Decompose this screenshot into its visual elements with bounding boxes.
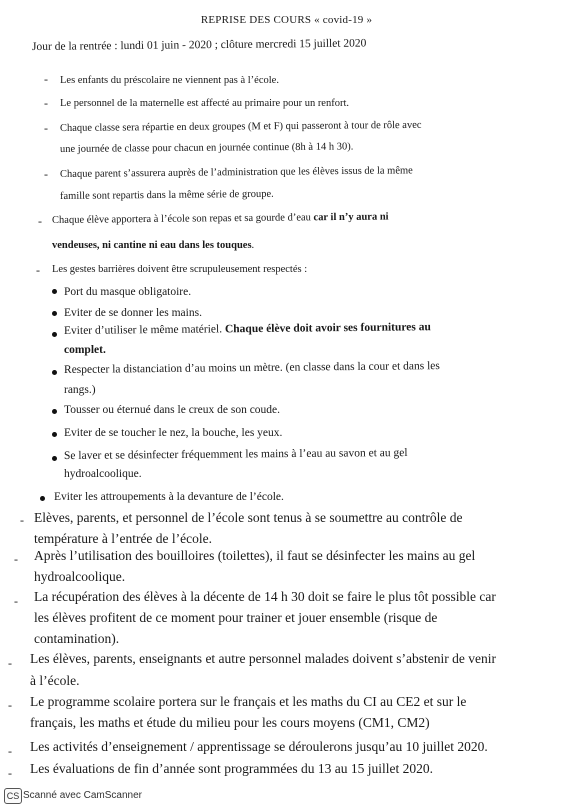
dash-marker: - (44, 96, 48, 110)
list-item-maternelle: Le personnel de la maternelle est affecté au primaire pour un renfort. (60, 98, 350, 109)
dash-marker: - (38, 214, 42, 228)
list-item-parents-l1: Chaque parent s’assurera auprès de l’administration que les élèves issus de la même (59, 165, 413, 180)
para-sick-l1: Les élèves, parents, enseignants et autre personnel malades doivent s’abstenir de venir (30, 651, 496, 666)
para-temperature-l2: température à l’entrée de l’école. (34, 531, 213, 546)
bullet-dot (52, 370, 57, 375)
dash-marker: - (14, 552, 18, 566)
bullet-cough: Tousser ou éternué dans le creux de son coude. (64, 404, 281, 416)
dash-marker: - (8, 698, 12, 712)
dash-marker: - (44, 167, 48, 181)
para-pickup-l3: contamination). (34, 631, 120, 646)
bullet-face: Eviter de se toucher le nez, la bouche, les yeux. (64, 427, 283, 439)
list-item-parents-l2: famille sont repartis dans la même série de groupe. (59, 188, 274, 202)
para-pickup-l1: La récupération des élèves à la décente de 14 h 30 doit se faire le plus tôt possible car (34, 589, 496, 604)
bullet-dot (40, 496, 45, 501)
bullet-dot (52, 456, 57, 461)
para-evaluations: Les évaluations de fin d’année sont programmées du 13 au 15 juillet 2020. (30, 761, 434, 776)
para-pickup-l2: les élèves profitent de ce moment pour trainer et jouer ensemble (risque de (34, 610, 438, 625)
bullet-dot (52, 332, 57, 337)
bullet-material-l1: Eviter d’utiliser le même matériel. Chaque élève doit avoir ses fournitures au (63, 321, 431, 337)
dash-marker: - (14, 594, 18, 608)
list-item-groups-l2: une journée de classe pour chacun en journée continue (8h à 14 h 30). (59, 141, 354, 155)
dash-marker: - (44, 121, 48, 135)
para-toilets-l2: hydroalcoolique. (34, 569, 126, 584)
camscanner-watermark: Scanné avec CamScanner (23, 790, 142, 801)
bullet-material-l2: complet. (64, 344, 106, 356)
school-dates: Jour de la rentrée : lundi 01 juin - 2020 ; clôture mercredi 15 juillet 2020 (31, 37, 367, 53)
bullet-dot (52, 311, 57, 316)
dash-marker: - (36, 263, 40, 277)
list-item-lunch-l1: Chaque élève apportera à l’école son repas et sa gourde d’eau car il n’y aura ni (51, 211, 389, 226)
para-program-l2: français, les maths et étude du milieu pour les cours moyens (CM1, CM2) (30, 715, 430, 730)
bullet-distance-l2: rangs.) (64, 384, 96, 396)
list-item-barrier-gestures: Les gestes barrières doivent être scrupuleusement respectés : (52, 264, 308, 275)
bullet-hands: Eviter de se donner les mains. (64, 307, 202, 319)
dash-marker: - (8, 656, 12, 670)
para-activities: Les activités d’enseignement / apprentissage se déroulerons jusqu’au 10 juillet 2020. (30, 739, 488, 754)
para-sick-l2: à l’école. (30, 673, 80, 688)
list-item-lunch-l2: vendeuses, ni cantine ni eau dans les touques. (52, 240, 255, 251)
dash-marker: - (20, 513, 24, 527)
list-item-groups-l1: Chaque classe sera répartie en deux groupes (M et F) qui passeront à tour de rôle avec (59, 119, 422, 134)
document-title: REPRISE DES COURS « covid-19 » (200, 14, 373, 26)
para-temperature-l1: Elèves, parents, et personnel de l’école sont tenus à se soumettre au contrôle de (34, 510, 463, 525)
bullet-dot (52, 432, 57, 437)
dash-marker: - (8, 744, 12, 758)
bullet-wash-l1: Se laver et se désinfecter fréquemment les mains à l’eau au savon et au gel (63, 447, 408, 462)
list-item-preschool: Les enfants du préscolaire ne viennent pas à l’école. (60, 75, 279, 86)
bullet-dot (52, 409, 57, 414)
bullet-distance-l1: Respecter la distanciation d’au moins un mètre. (en classe dans la cour et dans les (63, 360, 440, 376)
bullet-dot (52, 289, 57, 294)
dash-marker: - (8, 766, 12, 780)
dash-marker: - (44, 72, 48, 86)
bullet-gatherings: Eviter les attroupements à la devanture de l’école. (54, 491, 284, 503)
para-toilets-l1: Après l’utilisation des bouilloires (toilettes), il faut se désinfecter les mains au gel (34, 548, 476, 563)
bullet-wash-l2: hydroalcoolique. (64, 468, 142, 480)
camscanner-logo-icon: CS (4, 788, 22, 804)
para-program-l1: Le programme scolaire portera sur le français et les maths du CI au CE2 et sur le (30, 694, 467, 709)
bullet-mask: Port du masque obligatoire. (64, 286, 192, 298)
